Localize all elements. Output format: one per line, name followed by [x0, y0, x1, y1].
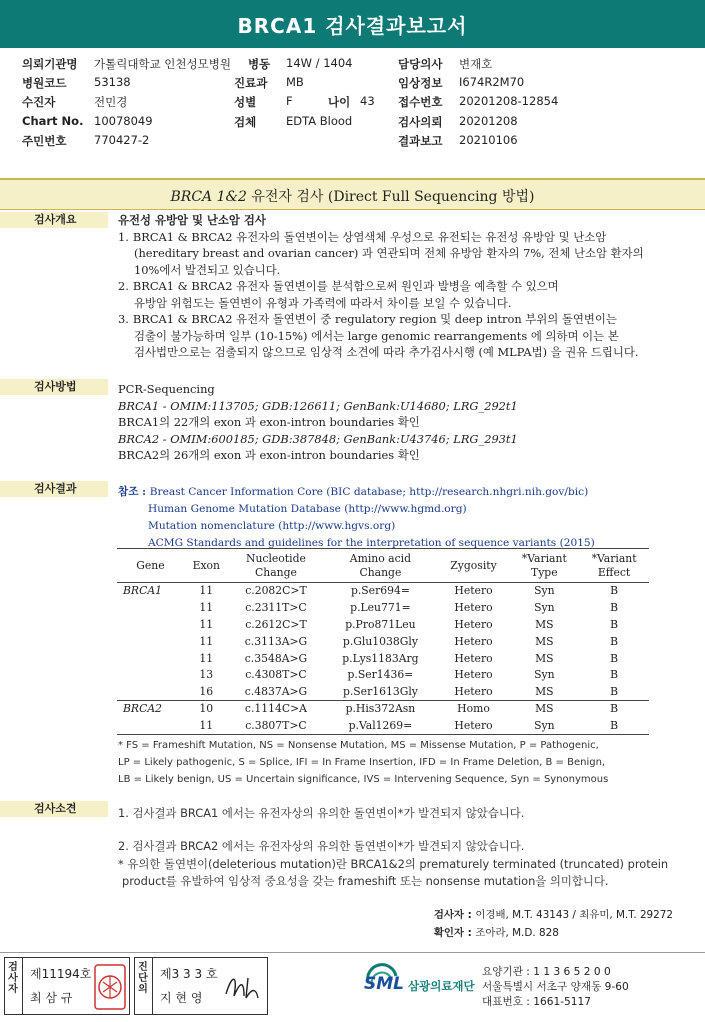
tested-by: 이경배, M.T. 43143 / 최유미, M.T. 29272: [475, 909, 673, 921]
finding-2: 2. 검사결과 BRCA2 에서는 유전자상의 유의한 돌연변이*가 발견되지 않았습니다.: [118, 839, 525, 853]
value: 53138: [94, 75, 131, 89]
report-title: BRCA1 검사결과보고서: [0, 0, 705, 48]
footnote-line: * FS = Frameshift Mutation, NS = Nonsense Mutation, MS = Missense Mutation, P = Pathogenic,: [118, 740, 599, 751]
table-cell: Hetero: [454, 584, 493, 598]
reference-link[interactable]: Breast Cancer Information Core (BIC database; http://research.nhgri.nih.gov/bic): [149, 486, 589, 498]
value: 가톨릭대학교 인천성모병원: [94, 57, 231, 71]
label: 주민번호: [22, 134, 67, 148]
label: 담당의사: [398, 57, 443, 71]
table-row: [117, 633, 649, 650]
value: 20210106: [459, 133, 518, 147]
lab-info: [482, 965, 629, 1010]
table-cell: BRCA2: [123, 702, 162, 716]
value: 전민경: [94, 95, 128, 109]
table-cell: B: [579, 684, 649, 701]
table-cell: B: [610, 668, 619, 682]
overview-heading: 유전성 유방암 및 난소암 검사: [118, 213, 266, 227]
column-header: Zygosity: [438, 549, 510, 583]
table-row: [117, 583, 649, 600]
table-row: [117, 650, 649, 667]
table-cell: Syn: [534, 584, 555, 598]
table-cell: BRCA1: [123, 584, 162, 598]
table-cell: p.Leu771=: [350, 600, 411, 614]
table-cell: 11: [199, 634, 214, 648]
table-cell: p.Ser1613Gly: [323, 684, 437, 701]
signature-icon: [222, 970, 262, 1004]
finding-1: 1. 검사결과 BRCA1 에서는 유전자상의 유의한 돌연변이*가 발견되지 않았습니다.: [118, 806, 525, 820]
label: 검체: [234, 115, 257, 129]
value: 20201208: [459, 114, 518, 128]
table-cell: 10: [199, 702, 214, 716]
value: MB: [286, 75, 304, 89]
table-cell: B: [610, 634, 619, 648]
lab-code: 요양기관 : 1 1 3 6 5 2 0 0: [482, 966, 611, 978]
table-row: [117, 616, 649, 633]
table-cell: Homo: [457, 702, 490, 716]
lab-phone: 대표번호 : 1661-5117: [482, 996, 591, 1008]
age-label: 나이: [328, 95, 351, 109]
patient-row: [22, 114, 692, 132]
references-prefix: 참조 :: [118, 486, 150, 498]
overview-line: (hereditary breast and ovarian cancer) 과 연관되며 전체 유방암 환자의 7%, 전체 난소암 환자의: [134, 246, 644, 260]
table-header: [117, 549, 649, 583]
footnote-line: LP = Likely pathogenic, S = Splice, IFI = In Frame Insertion, IFD = In Frame Deletion, B = Benign,: [118, 757, 606, 768]
label: 검사의뢰: [398, 115, 443, 129]
method-line: BRCA2의 26개의 exon 과 exon-intron boundaries 확인: [118, 448, 420, 462]
method: [118, 381, 518, 464]
method-line: PCR-Sequencing: [118, 382, 215, 396]
column-header: Gene: [117, 549, 184, 583]
label: 병동: [248, 57, 271, 71]
lab-address: 서울특별시 서초구 양재동 9-60: [482, 981, 629, 993]
table-cell: Hetero: [454, 600, 493, 614]
section-label-result: 검사결과: [0, 481, 108, 497]
footnote-line: LB = Likely benign, US = Uncertain significance, IVS = Intervening Sequence, Syn = Synonymous: [118, 774, 609, 785]
doctor-vertical-label: 진단의: [138, 962, 148, 995]
tester-vertical-label: 검사자: [8, 962, 18, 995]
table-cell: MS: [535, 651, 554, 665]
value: 770427-2: [94, 133, 150, 147]
tester-name: 최 삼 규: [30, 991, 73, 1005]
table-cell: MS: [535, 634, 554, 648]
table-cell: [117, 633, 184, 650]
overview-line: [118, 311, 644, 328]
table-body: [117, 583, 649, 735]
label: 접수번호: [398, 95, 443, 109]
table-row: [117, 701, 649, 718]
column-header: *Variant Type: [509, 549, 579, 583]
table-cell: B: [579, 718, 649, 735]
label: 진료과: [234, 76, 268, 90]
table-cell: B: [610, 651, 619, 665]
value: 변재호: [459, 57, 493, 71]
table-cell: B: [610, 584, 619, 598]
label: Chart No.: [22, 114, 84, 128]
column-header: Amino acid Change: [323, 549, 437, 583]
table-cell: Hetero: [454, 651, 493, 665]
overview-line: 검사법만으로는 검출되지 않으므로 임상적 소견에 따라 추가검사시행 (예 MLPA법) 을 권유 드립니다.: [134, 345, 639, 359]
label: 임상정보: [398, 76, 443, 90]
test-title-gene: BRCA 1&2: [170, 189, 247, 205]
value: 10078049: [94, 114, 153, 128]
section-label-findings: 검사소견: [0, 801, 108, 817]
tested-by-label: 검사자 :: [433, 909, 476, 921]
table-cell: MS: [535, 702, 554, 716]
method-line: BRCA1 - OMIM:113705; GDB:126611; GenBank:U14680; LRG_292t1: [118, 398, 518, 413]
finding-note: product를 유발하여 임상적 중요성을 갖는 frameshift 또는 nonsense mutation을 의미합니다.: [122, 874, 609, 888]
table-cell: c.2311T>C: [245, 600, 307, 614]
table-cell: 11: [199, 651, 214, 665]
table-cell: p.Ser694=: [350, 584, 410, 598]
table-row: [117, 718, 649, 735]
divider: [152, 957, 153, 1015]
table-cell: 11: [199, 584, 214, 598]
signers: [434, 906, 673, 942]
label: 병원코드: [22, 76, 67, 90]
overview-text: BRCA1 & BRCA2 유전자의 돌연변이는 상염색체 우성으로 유전되는 유전성 유방암 및 난소암: [132, 229, 607, 244]
table-cell: Syn: [509, 718, 579, 735]
variant-table: [117, 548, 649, 735]
table-cell: [117, 599, 184, 616]
table-cell: 13: [199, 668, 214, 682]
table-cell: Hetero: [454, 617, 493, 631]
method-line: BRCA2 - OMIM:600185; GDB:387848; GenBank:U43746; LRG_293t1: [118, 431, 518, 446]
table-cell: B: [610, 617, 619, 631]
table-cell: MS: [535, 617, 554, 631]
table-row: [117, 684, 649, 701]
label: 성별: [234, 95, 257, 109]
table-cell: Hetero: [454, 668, 493, 682]
value: EDTA Blood: [286, 114, 353, 128]
doctor-license: 제3 3 3 호: [160, 967, 218, 981]
table-cell: 11: [199, 617, 214, 631]
overview-line: [118, 278, 644, 295]
overview: [118, 212, 644, 361]
overview-number: 3.: [118, 312, 129, 326]
table-cell: Syn: [534, 600, 555, 614]
table-cell: 11: [199, 600, 214, 614]
table-cell: c.4837A>G: [229, 684, 324, 701]
overview-text: BRCA1 & BRCA2 유전자 돌연변이를 분석함으로써 원인과 발병을 예측할 수 있으며: [132, 279, 559, 293]
confirmed-by: 조아라, M.D. 828: [475, 927, 559, 939]
footnote: [118, 737, 608, 788]
table-cell: Hetero: [438, 718, 510, 735]
age-value: 43: [360, 94, 375, 108]
table-row: [117, 667, 649, 684]
table-cell: 16: [184, 684, 229, 701]
test-title-rest: 유전자 검사 (Direct Full Sequencing 방법): [246, 189, 535, 205]
table-cell: [117, 667, 184, 684]
label: 결과보고: [398, 134, 443, 148]
table-cell: [117, 718, 184, 735]
doctor-name: 지 현 영: [160, 991, 203, 1005]
logo-text: SML: [364, 974, 404, 994]
column-header: *Variant Effect: [579, 549, 649, 583]
table-cell: [117, 616, 184, 633]
patient-row: [22, 75, 692, 93]
table-cell: p.Lys1183Arg: [342, 651, 419, 665]
references: [118, 484, 595, 552]
tester-license: 제11194호: [30, 967, 92, 981]
table-row: [117, 599, 649, 616]
table-cell: p.Pro871Leu: [345, 617, 416, 631]
overview-line: [118, 229, 644, 246]
table-cell: Hetero: [438, 684, 510, 701]
test-title: [0, 186, 705, 206]
table-cell: c.2612C>T: [245, 617, 307, 631]
overview-text: BRCA1 & BRCA2 유전자 돌연변이 중 regulatory region 및 deep intron 부위의 돌연변이는: [132, 312, 617, 326]
table-cell: p.Val1269=: [323, 718, 437, 735]
table-cell: [117, 650, 184, 667]
value: I674R2M70: [459, 75, 525, 89]
overview-number: 1.: [118, 229, 129, 244]
label: 수진자: [22, 95, 56, 109]
table-cell: c.3113A>G: [244, 634, 308, 648]
patient-row: [22, 133, 692, 151]
table-cell: c.3807T>C: [229, 718, 324, 735]
overview-line: 10%에서 발견되고 있습니다.: [134, 262, 281, 277]
overview-line: 검출이 불가능하며 일부 (10-15%) 에서는 large genomic rearrangements 에 의하며 이는 본: [134, 328, 619, 343]
table-cell: [117, 684, 184, 701]
table-cell: B: [610, 600, 619, 614]
org-name: 삼광의료재단: [408, 979, 475, 993]
table-cell: MS: [509, 684, 579, 701]
confirmed-by-label: 확인자 :: [433, 927, 476, 939]
table-cell: Hetero: [454, 634, 493, 648]
overview-number: 2.: [118, 279, 129, 293]
tester-seal-icon: [94, 964, 126, 1010]
table-cell: c.2082C>T: [245, 584, 307, 598]
value: 20201208-12854: [459, 94, 559, 108]
value: F: [286, 94, 293, 108]
table-cell: Syn: [534, 668, 555, 682]
column-header: Exon: [184, 549, 229, 583]
table-cell: p.His372Asn: [345, 702, 416, 716]
reference-link[interactable]: Mutation nomenclature (http://www.hgvs.org): [148, 520, 396, 532]
table-cell: p.Ser1436=: [347, 668, 414, 682]
overview-line: 유방암 위험도는 돌연변이 유형과 가족력에 따라서 차이를 보일 수 있습니다.: [134, 295, 512, 310]
overview-list: [118, 229, 644, 361]
table-cell: c.4308T>C: [245, 668, 307, 682]
patient-row: [22, 94, 692, 112]
patient-row: [22, 56, 692, 74]
label: 의뢰기관명: [22, 57, 78, 71]
table-cell: p.Glu1038Gly: [342, 634, 418, 648]
section-label-method: 검사방법: [0, 379, 108, 395]
value: 14W / 1404: [286, 56, 353, 70]
table-cell: B: [610, 702, 619, 716]
finding-note: * 유의한 돌연변이(deleterious mutation)란 BRCA1&2의 prematurely terminated (truncated) protein: [118, 857, 669, 871]
reference-link[interactable]: Human Genome Mutation Database (http://www.hgmd.org): [148, 503, 467, 515]
section-label-overview: 검사개요: [0, 212, 108, 228]
reference-link[interactable]: ACMG Standards and guidelines for the interpretation of sequence variants (2015): [148, 537, 595, 549]
table-cell: 11: [184, 718, 229, 735]
table-cell: c.1114C>A: [244, 702, 307, 716]
method-line: BRCA1의 22개의 exon 과 exon-intron boundaries 확인: [118, 415, 420, 429]
table-cell: c.3548A>G: [244, 651, 308, 665]
divider: [22, 957, 23, 1015]
column-header: Nucleotide Change: [229, 549, 324, 583]
